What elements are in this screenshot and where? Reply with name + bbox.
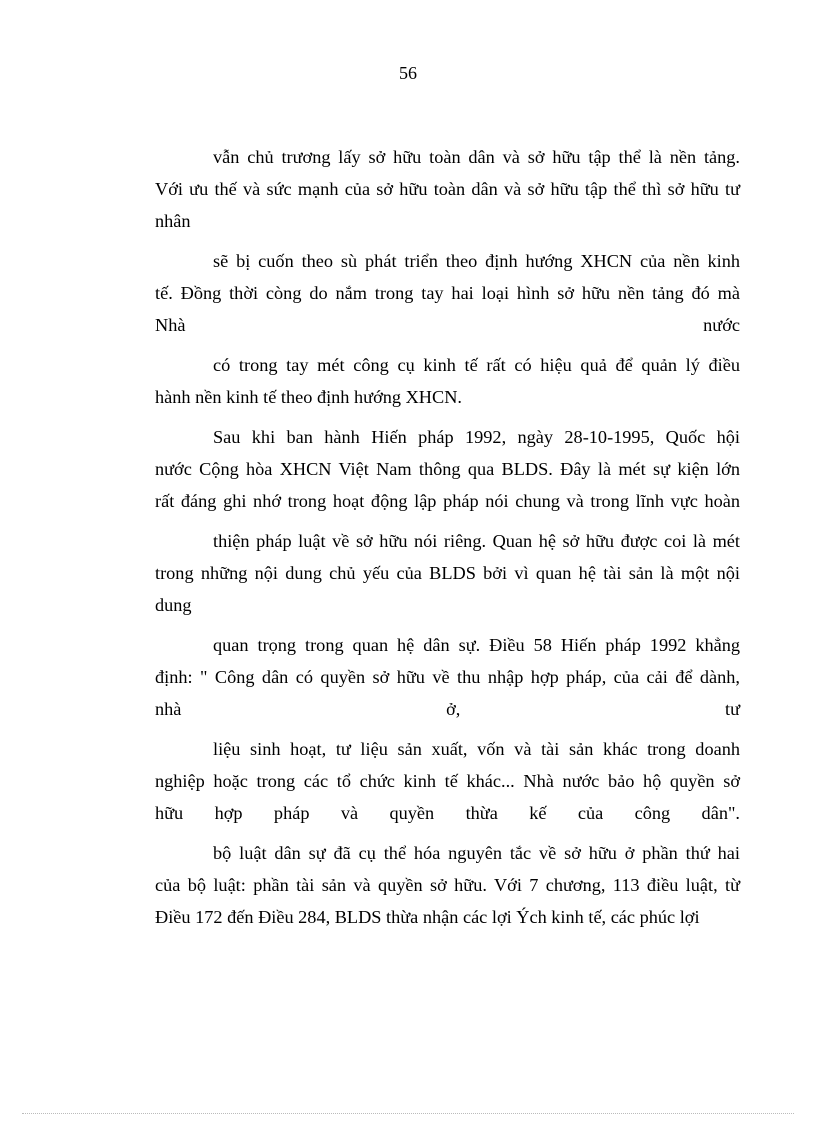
text-line: định: " Công dân có quyền sở hữu về thu nhập hợp pháp, của cải để dành, — [155, 667, 740, 687]
text-line: có trong tay mét công cụ kinh tế rất có hiệu quả để quản lý điều — [213, 355, 740, 375]
text-line: quan trọng trong quan hệ dân sự. Điều 58 Hiến pháp 1992 khẳng — [213, 635, 740, 655]
text-line: liệu sinh hoạt, tư liệu sản xuất, vốn và tài sản khác trong doanh — [213, 739, 740, 759]
text-line: dung — [155, 595, 192, 615]
text-line: nhân — [155, 211, 191, 231]
text-line: tế. Đồng thời còng do nắm trong tay hai loại hình sở hữu nền tảng đó mà — [155, 283, 740, 303]
text-line: hữu hợp pháp và quyền thừa kế của công dân". — [155, 803, 740, 823]
text-line: vẫn chủ trương lấy sở hữu toàn dân và sở hữu tập thể là nền tảng. — [213, 147, 740, 167]
text-line: Điều 172 đến Điều 284, BLDS thừa nhận các lợi Ých kinh tế, các phúc lợi — [155, 907, 700, 927]
text-line: Với ưu thế và sức mạnh của sở hữu toàn dân và sở hữu tập thể thì sở hữu tư — [155, 179, 740, 199]
text-line: trong những nội dung chủ yếu của BLDS bởi vì quan hệ tài sản là một nội — [155, 563, 740, 583]
text-line: hành nền kinh tế theo định hướng XHCN. — [155, 387, 462, 407]
page-bottom-divider — [22, 1113, 794, 1114]
page-number: 56 — [399, 63, 417, 83]
text-line: nghiệp hoặc trong các tổ chức kinh tế khác... Nhà nước bảo hộ quyền sở — [155, 771, 740, 791]
text-line: Sau khi ban hành Hiến pháp 1992, ngày 28-10-1995, Quốc hội — [213, 427, 740, 447]
text-line: của bộ luật: phần tài sản và quyền sở hữu. Với 7 chương, 113 điều luật, từ — [155, 875, 740, 895]
text-line: Nhà nước — [155, 315, 740, 335]
text-line: sẽ bị cuốn theo sù phát triển theo định hướng XHCN của nền kinh — [213, 251, 740, 271]
text-line: nước Cộng hòa XHCN Việt Nam thông qua BLDS. Đây là mét sự kiện lớn — [155, 459, 740, 479]
text-line: nhà ở, tư — [155, 699, 740, 719]
text-line: rất đáng ghi nhớ trong hoạt động lập pháp nói chung và trong lĩnh vực hoàn — [155, 491, 740, 511]
text-line: bộ luật dân sự đã cụ thể hóa nguyên tắc về sở hữu ở phần thứ hai — [213, 843, 740, 863]
text-line: thiện pháp luật về sở hữu nói riêng. Quan hệ sở hữu được coi là mét — [213, 531, 740, 551]
